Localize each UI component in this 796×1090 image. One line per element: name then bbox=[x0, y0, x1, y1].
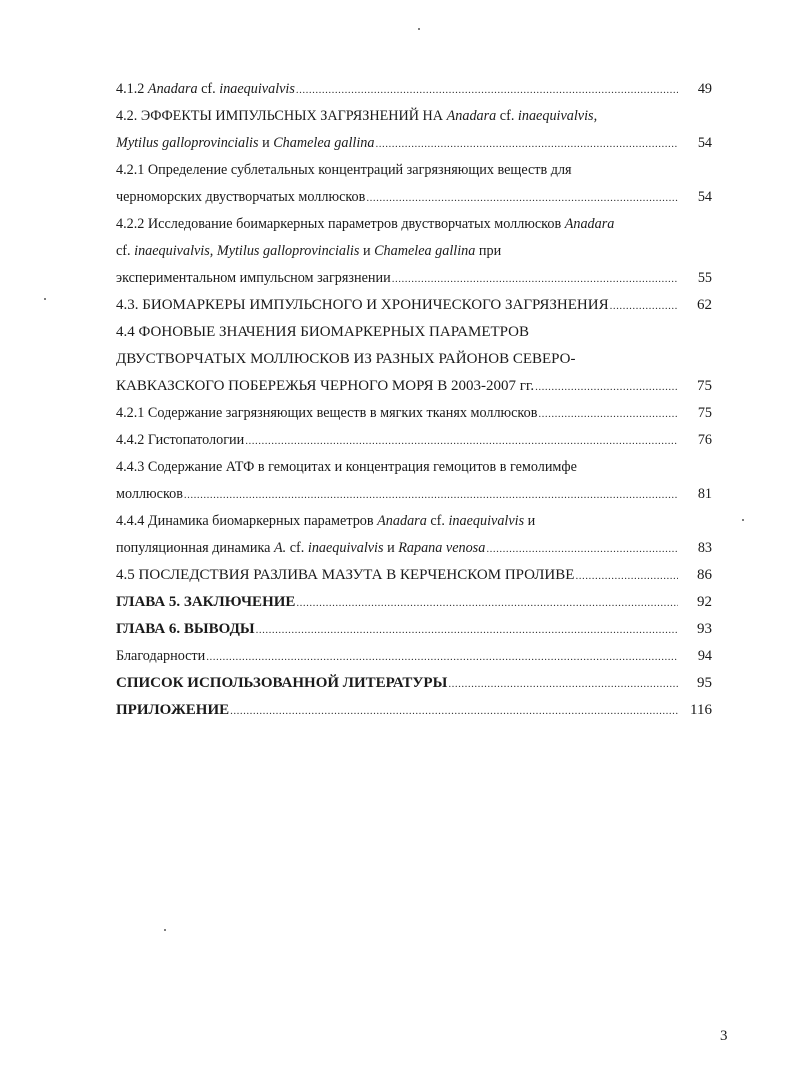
scan-speck bbox=[44, 298, 46, 300]
dot-leader bbox=[296, 77, 678, 104]
toc-page-number: 83 bbox=[697, 540, 712, 556]
dot-leader bbox=[575, 563, 678, 590]
toc-entry-4-4-3-line2: моллюсков ..... 81 bbox=[116, 481, 712, 508]
toc-page-number: 116 bbox=[690, 702, 712, 718]
toc-entry-4-3: 4.3. БИОМАРКЕРЫ ИМПУЛЬСНОГО И ХРОНИЧЕСКОГО ЗАГРЯЗНЕНИЯ ..... 62 bbox=[116, 292, 712, 319]
toc-entry-4-2-1-contaminants: 4.2.1 Содержание загрязняющих веществ в мягких тканях моллюсков ..... 75 bbox=[116, 400, 712, 427]
toc-page-number: 54 bbox=[697, 135, 712, 151]
dot-leader bbox=[296, 590, 678, 617]
toc-page-number: 75 bbox=[697, 405, 712, 421]
scan-speck bbox=[164, 929, 166, 931]
scan-speck bbox=[742, 519, 744, 521]
dot-leader bbox=[376, 131, 679, 158]
toc-page-number: 95 bbox=[697, 675, 712, 691]
toc-entry-chapter-6: ГЛАВА 6. ВЫВОДЫ ..... 93 bbox=[116, 616, 712, 643]
dot-leader bbox=[206, 644, 678, 671]
toc-page-number: 55 bbox=[697, 270, 712, 286]
scan-speck bbox=[418, 28, 420, 30]
toc-entry-4-2-2-line2: cf. inaequivalvis, Mytilus galloprovincialis и Chamelea gallina при bbox=[116, 243, 502, 259]
toc-entry-4-2-line1: 4.2. ЭФФЕКТЫ ИМПУЛЬСНЫХ ЗАГРЯЗНЕНИЙ НА Anadara cf. inaequivalvis, bbox=[116, 108, 598, 124]
toc-page-number: 76 bbox=[697, 432, 712, 448]
toc-entry-4-4-4-line1: 4.4.4 Динамика биомаркерных параметров Anadara cf. inaequivalvis и bbox=[116, 513, 536, 529]
toc-page-number: 62 bbox=[697, 297, 712, 313]
toc-entry-4-4-line2: ДВУСТВОРЧАТЫХ МОЛЛЮСКОВ ИЗ РАЗНЫХ РАЙОНОВ СЕВЕРО- bbox=[116, 351, 576, 367]
dot-leader bbox=[366, 185, 678, 212]
table-of-contents bbox=[116, 76, 712, 724]
toc-entry-4-2-1-line2: черноморских двустворчатых моллюсков ..... 54 bbox=[116, 184, 712, 211]
toc-page-number: 93 bbox=[697, 621, 712, 637]
toc-entry-4-4-line1: 4.4 ФОНОВЫЕ ЗНАЧЕНИЯ БИОМАРКЕРНЫХ ПАРАМЕТРОВ bbox=[116, 324, 530, 340]
toc-entry-acknowledgements: Благодарности ..... 94 bbox=[116, 643, 712, 670]
dot-leader bbox=[486, 536, 678, 563]
toc-entry-4-2-2-line3: экспериментальном импульсном загрязнении ..... 55 bbox=[116, 265, 712, 292]
toc-page-number: 94 bbox=[697, 648, 712, 664]
toc-entry-4-2-line2: Mytilus galloprovincialis и Chamelea gallina ..... 54 bbox=[116, 130, 712, 157]
toc-page-number: 75 bbox=[697, 378, 712, 394]
toc-entry-4-4-2: 4.4.2 Гистопатологии ..... 76 bbox=[116, 427, 712, 454]
toc-entry-4-2-2-line1: 4.2.2 Исследование боимаркерных параметров двустворчатых моллюсков Anadara bbox=[116, 216, 615, 232]
toc-page-number: 81 bbox=[697, 486, 712, 502]
toc-page-number: 54 bbox=[697, 189, 712, 205]
toc-entry-4-4-line3: КАВКАЗСКОГО ПОБЕРЕЖЬЯ ЧЕРНОГО МОРЯ В 2003-2007 гг. ..... 75 bbox=[116, 373, 712, 400]
toc-entry-4-1-2: 4.1.2 Anadara cf. inaequivalvis ..... 49 bbox=[116, 76, 712, 103]
toc-entry-appendix: ПРИЛОЖЕНИЕ ..... 116 bbox=[116, 697, 712, 724]
dot-leader bbox=[535, 374, 678, 401]
toc-page-number: 92 bbox=[697, 594, 712, 610]
dot-leader bbox=[538, 401, 678, 428]
dot-leader bbox=[245, 428, 678, 455]
page-number: 3 bbox=[720, 1028, 728, 1044]
dot-leader bbox=[448, 671, 678, 698]
dot-leader bbox=[230, 698, 678, 725]
toc-entry-4-4-3-line1: 4.4.3 Содержание АТФ в гемоцитах и концентрация гемоцитов в гемолимфе bbox=[116, 459, 577, 475]
toc-entry-4-4-4-line2: популяционная динамика A. cf. inaequivalvis и Rapana venosa ..... 83 bbox=[116, 535, 712, 562]
dot-leader bbox=[256, 617, 678, 644]
toc-entry-references: СПИСОК ИСПОЛЬЗОВАННОЙ ЛИТЕРАТУРЫ ..... 95 bbox=[116, 670, 712, 697]
toc-entry-4-5: 4.5 ПОСЛЕДСТВИЯ РАЗЛИВА МАЗУТА В КЕРЧЕНСКОМ ПРОЛИВЕ ..... 86 bbox=[116, 562, 712, 589]
toc-page-number: 86 bbox=[697, 567, 712, 583]
toc-entry-chapter-5: ГЛАВА 5. ЗАКЛЮЧЕНИЕ ..... 92 bbox=[116, 589, 712, 616]
dot-leader bbox=[184, 482, 678, 509]
dot-leader bbox=[610, 293, 678, 320]
toc-page-number: 49 bbox=[697, 81, 712, 97]
dot-leader bbox=[392, 266, 678, 293]
toc-entry-4-2-1-line1: 4.2.1 Определение сублетальных концентраций загрязняющих веществ для bbox=[116, 162, 572, 178]
